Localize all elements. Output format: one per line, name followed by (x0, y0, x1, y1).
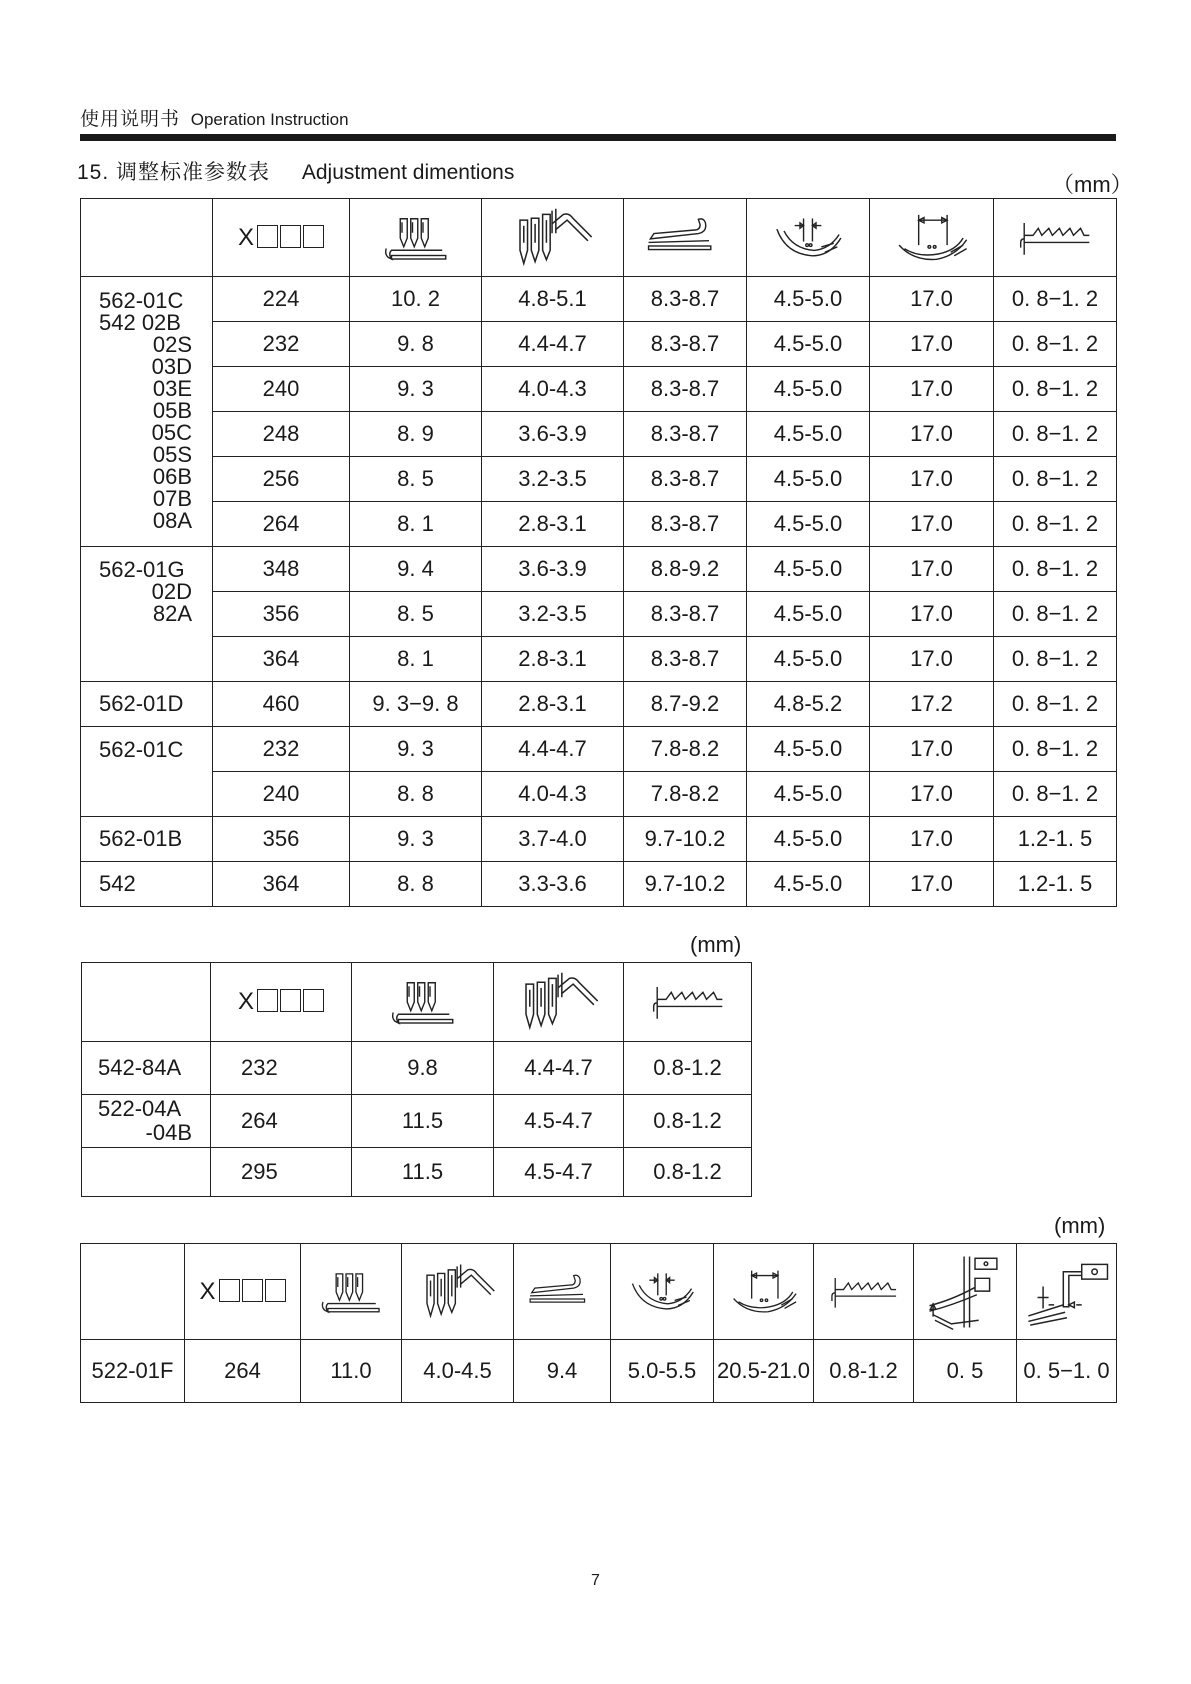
model-label: 05C (151, 420, 192, 445)
looper-icon (624, 199, 747, 277)
cell: 8. 5 (350, 592, 482, 637)
xbox-label: X (237, 988, 255, 1015)
cell: 4.0-4.3 (482, 772, 624, 817)
cell: 17.0 (870, 547, 994, 592)
cell: 0.8-1.2 (814, 1340, 914, 1403)
cell: 0. 5−1. 0 (1017, 1340, 1117, 1403)
cell: 4.5-5.0 (747, 817, 870, 862)
table-row (81, 862, 1117, 907)
model-group-1 (81, 277, 213, 547)
cell: 295 (211, 1148, 352, 1197)
needle-gauge-icon (350, 199, 482, 277)
cell: 0. 8−1. 2 (994, 772, 1117, 817)
spreader-icon (914, 1244, 1017, 1340)
cell: 0. 8−1. 2 (994, 322, 1117, 367)
cell: 8.8-9.2 (624, 547, 747, 592)
model-label: 05B (152, 398, 192, 423)
unit-label-2: (mm) (690, 932, 742, 957)
model-label: 562-01B (99, 826, 183, 851)
model-empty-cell (82, 1148, 211, 1197)
cell: 364 (213, 862, 350, 907)
cell: 256 (213, 457, 350, 502)
cell: 1.2-1. 5 (994, 817, 1117, 862)
cell: 0. 8−1. 2 (994, 637, 1117, 682)
section-title-en: Adjustment dimentions (301, 161, 515, 184)
table-row (81, 367, 1117, 412)
cell: 8. 1 (350, 637, 482, 682)
table-row (81, 322, 1117, 367)
cell: 11.5 (352, 1095, 494, 1148)
needle-guard-icon (611, 1244, 714, 1340)
cell: 10. 2 (350, 277, 482, 322)
cell: 4.5-4.7 (494, 1148, 624, 1197)
table-row (81, 502, 1117, 547)
table-row (82, 1042, 752, 1095)
adjustment-table-2 (81, 962, 752, 1197)
cell: 8.3-8.7 (624, 367, 747, 412)
cell: 20.5-21.0 (714, 1340, 814, 1403)
adjustment-table-3 (80, 1243, 1117, 1403)
cell: 11.0 (301, 1340, 402, 1403)
table-row (81, 772, 1117, 817)
header-title (80, 104, 349, 131)
model-group-5a (81, 817, 213, 862)
cell: 264 (213, 502, 350, 547)
cell: 232 (211, 1042, 352, 1095)
needle-gauge-icon (301, 1244, 402, 1340)
table-row (82, 1148, 752, 1197)
cell: 0. 8−1. 2 (994, 592, 1117, 637)
cell: 17.0 (870, 592, 994, 637)
cell: 248 (213, 412, 350, 457)
needle-height-icon (482, 199, 624, 277)
table-row (81, 727, 1117, 772)
header-title-cn: 使用说明书 (80, 109, 181, 130)
cell: 0. 8−1. 2 (994, 457, 1117, 502)
cell: 0.8-1.2 (624, 1095, 752, 1148)
model-label: 03D (151, 354, 192, 379)
spreader-gap-icon (1017, 1244, 1117, 1340)
table-header-row (82, 963, 752, 1042)
feed-dog-icon (814, 1244, 914, 1340)
cell: 9. 8 (350, 322, 482, 367)
needle-height-icon (402, 1244, 514, 1340)
page-number: 7 (591, 1572, 600, 1589)
model-group (82, 1095, 211, 1148)
cell: 3.3-3.6 (482, 862, 624, 907)
model-label: 02S (152, 332, 192, 357)
cell: 232 (213, 322, 350, 367)
needle-count-header (185, 1244, 301, 1340)
cell: 0. 8−1. 2 (994, 682, 1117, 727)
model-label: -04B (145, 1120, 192, 1145)
model-label: 06B (152, 464, 192, 489)
cell: 8.3-8.7 (624, 277, 747, 322)
header-title-en: Operation Instruction (190, 110, 349, 129)
model-label: 82A (152, 601, 192, 626)
cell: 4.5-5.0 (747, 727, 870, 772)
cell: 4.5-5.0 (747, 862, 870, 907)
cell: 4.5-5.0 (747, 412, 870, 457)
cell: 17.0 (870, 502, 994, 547)
model-label: 07B (152, 486, 192, 511)
unit-label-3: (mm) (1054, 1213, 1106, 1238)
cell: 17.0 (870, 277, 994, 322)
cell: 9. 3 (350, 727, 482, 772)
cell: 4.5-5.0 (747, 772, 870, 817)
needle-guard-gap-icon (714, 1244, 814, 1340)
cell: 8. 5 (350, 457, 482, 502)
cell: 240 (213, 772, 350, 817)
cell: 224 (213, 277, 350, 322)
cell: 7.8-8.2 (624, 772, 747, 817)
model-label: 562-01G (99, 557, 185, 582)
model-label: 562-01D (99, 691, 184, 716)
model-group-2 (81, 547, 213, 682)
cell: 4.8-5.1 (482, 277, 624, 322)
xbox-label: X (199, 1277, 217, 1305)
model-label: 08A (152, 508, 192, 533)
model-label: 542-84A (82, 1042, 211, 1095)
cell: 8. 1 (350, 502, 482, 547)
cell: 11.5 (352, 1148, 494, 1197)
cell: 8.3-8.7 (624, 592, 747, 637)
cell: 0. 8−1. 2 (994, 412, 1117, 457)
cell: 17.0 (870, 727, 994, 772)
cell: 4.8-5.2 (747, 682, 870, 727)
cell: 264 (185, 1340, 301, 1403)
cell: 8.3-8.7 (624, 322, 747, 367)
cell: 17.0 (870, 412, 994, 457)
table-row (81, 277, 1117, 322)
cell: 0.8-1.2 (624, 1148, 752, 1197)
cell: 0. 8−1. 2 (994, 277, 1117, 322)
cell: 460 (213, 682, 350, 727)
looper-icon (514, 1244, 611, 1340)
cell: 4.4-4.7 (482, 727, 624, 772)
cell: 3.6-3.9 (482, 412, 624, 457)
cell: 3.7-4.0 (482, 817, 624, 862)
model-header-cell (81, 199, 213, 277)
model-label: 03E (152, 376, 192, 401)
model-label: 522-04A (98, 1096, 182, 1121)
cell: 9.7-10.2 (624, 862, 747, 907)
cell: 9. 3−9. 8 (350, 682, 482, 727)
cell: 356 (213, 817, 350, 862)
feed-dog-icon (994, 199, 1117, 277)
cell: 0.8-1.2 (624, 1042, 752, 1095)
cell: 364 (213, 637, 350, 682)
model-label: 02D (151, 579, 192, 604)
cell: 0. 8−1. 2 (994, 547, 1117, 592)
table-header-row (81, 1244, 1117, 1340)
needle-count-header (213, 199, 350, 277)
cell: 4.5-4.7 (494, 1095, 624, 1148)
cell: 17.0 (870, 772, 994, 817)
model-group-4 (81, 727, 213, 817)
cell: 9.4 (514, 1340, 611, 1403)
unit-label: （mm） (1052, 172, 1133, 197)
cell: 3.2-3.5 (482, 457, 624, 502)
adjustment-table-1 (80, 198, 1117, 907)
cell: 5.0-5.5 (611, 1340, 714, 1403)
cell: 4.5-5.0 (747, 637, 870, 682)
cell: 4.5-5.0 (747, 592, 870, 637)
cell: 8.3-8.7 (624, 637, 747, 682)
table-row (81, 682, 1117, 727)
model-label: 542 02B (99, 310, 181, 335)
cell: 9.8 (352, 1042, 494, 1095)
cell: 0. 8−1. 2 (994, 502, 1117, 547)
section-title (77, 156, 514, 186)
cell: 3.6-3.9 (482, 547, 624, 592)
cell: 2.8-3.1 (482, 502, 624, 547)
model-label: 522-01F (81, 1340, 185, 1403)
cell: 356 (213, 592, 350, 637)
cell: 0. 8−1. 2 (994, 367, 1117, 412)
cell: 4.5-5.0 (747, 277, 870, 322)
cell: 8.3-8.7 (624, 457, 747, 502)
model-label: 562-01C (99, 288, 184, 313)
cell: 348 (213, 547, 350, 592)
cell: 8. 9 (350, 412, 482, 457)
cell: 0. 5 (914, 1340, 1017, 1403)
cell: 9. 4 (350, 547, 482, 592)
model-label: 542 (99, 871, 136, 896)
cell: 8.7-9.2 (624, 682, 747, 727)
table-row (81, 457, 1117, 502)
model-group-3 (81, 682, 213, 727)
cell: 4.0-4.3 (482, 367, 624, 412)
needle-count-header (211, 963, 352, 1042)
cell: 4.5-5.0 (747, 502, 870, 547)
cell: 8. 8 (350, 772, 482, 817)
cell: 9. 3 (350, 817, 482, 862)
model-header-cell (81, 1244, 185, 1340)
cell: 8. 8 (350, 862, 482, 907)
needle-guard-gap-icon (870, 199, 994, 277)
header-rule (80, 134, 1116, 141)
cell: 240 (213, 367, 350, 412)
cell: 7.8-8.2 (624, 727, 747, 772)
cell: 17.0 (870, 457, 994, 502)
table-row (81, 547, 1117, 592)
cell: 2.8-3.1 (482, 682, 624, 727)
cell: 4.4-4.7 (494, 1042, 624, 1095)
cell: 4.5-5.0 (747, 547, 870, 592)
xbox-label: X (237, 223, 255, 251)
cell: 3.2-3.5 (482, 592, 624, 637)
cell: 8.3-8.7 (624, 502, 747, 547)
model-group-5b (81, 862, 213, 907)
cell: 0. 8−1. 2 (994, 727, 1117, 772)
cell: 17.0 (870, 322, 994, 367)
model-header-cell (82, 963, 211, 1042)
table-row (81, 817, 1117, 862)
cell: 2.8-3.1 (482, 637, 624, 682)
cell: 17.0 (870, 367, 994, 412)
cell: 4.5-5.0 (747, 457, 870, 502)
cell: 8.3-8.7 (624, 412, 747, 457)
cell: 17.2 (870, 682, 994, 727)
table-row (81, 592, 1117, 637)
model-label: 05S (152, 442, 192, 467)
table-header-row (81, 199, 1117, 277)
cell: 9. 3 (350, 367, 482, 412)
model-label: 562-01C (99, 737, 184, 762)
cell: 1.2-1. 5 (994, 862, 1117, 907)
cell: 4.5-5.0 (747, 322, 870, 367)
table-row (82, 1095, 752, 1148)
needle-height-icon (494, 963, 624, 1042)
cell: 264 (211, 1095, 352, 1148)
cell: 4.5-5.0 (747, 367, 870, 412)
cell: 4.0-4.5 (402, 1340, 514, 1403)
cell: 232 (213, 727, 350, 772)
cell: 17.0 (870, 637, 994, 682)
table-row (81, 1340, 1117, 1403)
table-row (81, 412, 1117, 457)
feed-dog-icon (624, 963, 752, 1042)
needle-gauge-icon (352, 963, 494, 1042)
table-row (81, 637, 1117, 682)
cell: 9.7-10.2 (624, 817, 747, 862)
section-title-cn: 15. 调整标准参数表 (77, 161, 271, 184)
cell: 17.0 (870, 817, 994, 862)
cell: 4.4-4.7 (482, 322, 624, 367)
needle-guard-icon (747, 199, 870, 277)
cell: 17.0 (870, 862, 994, 907)
